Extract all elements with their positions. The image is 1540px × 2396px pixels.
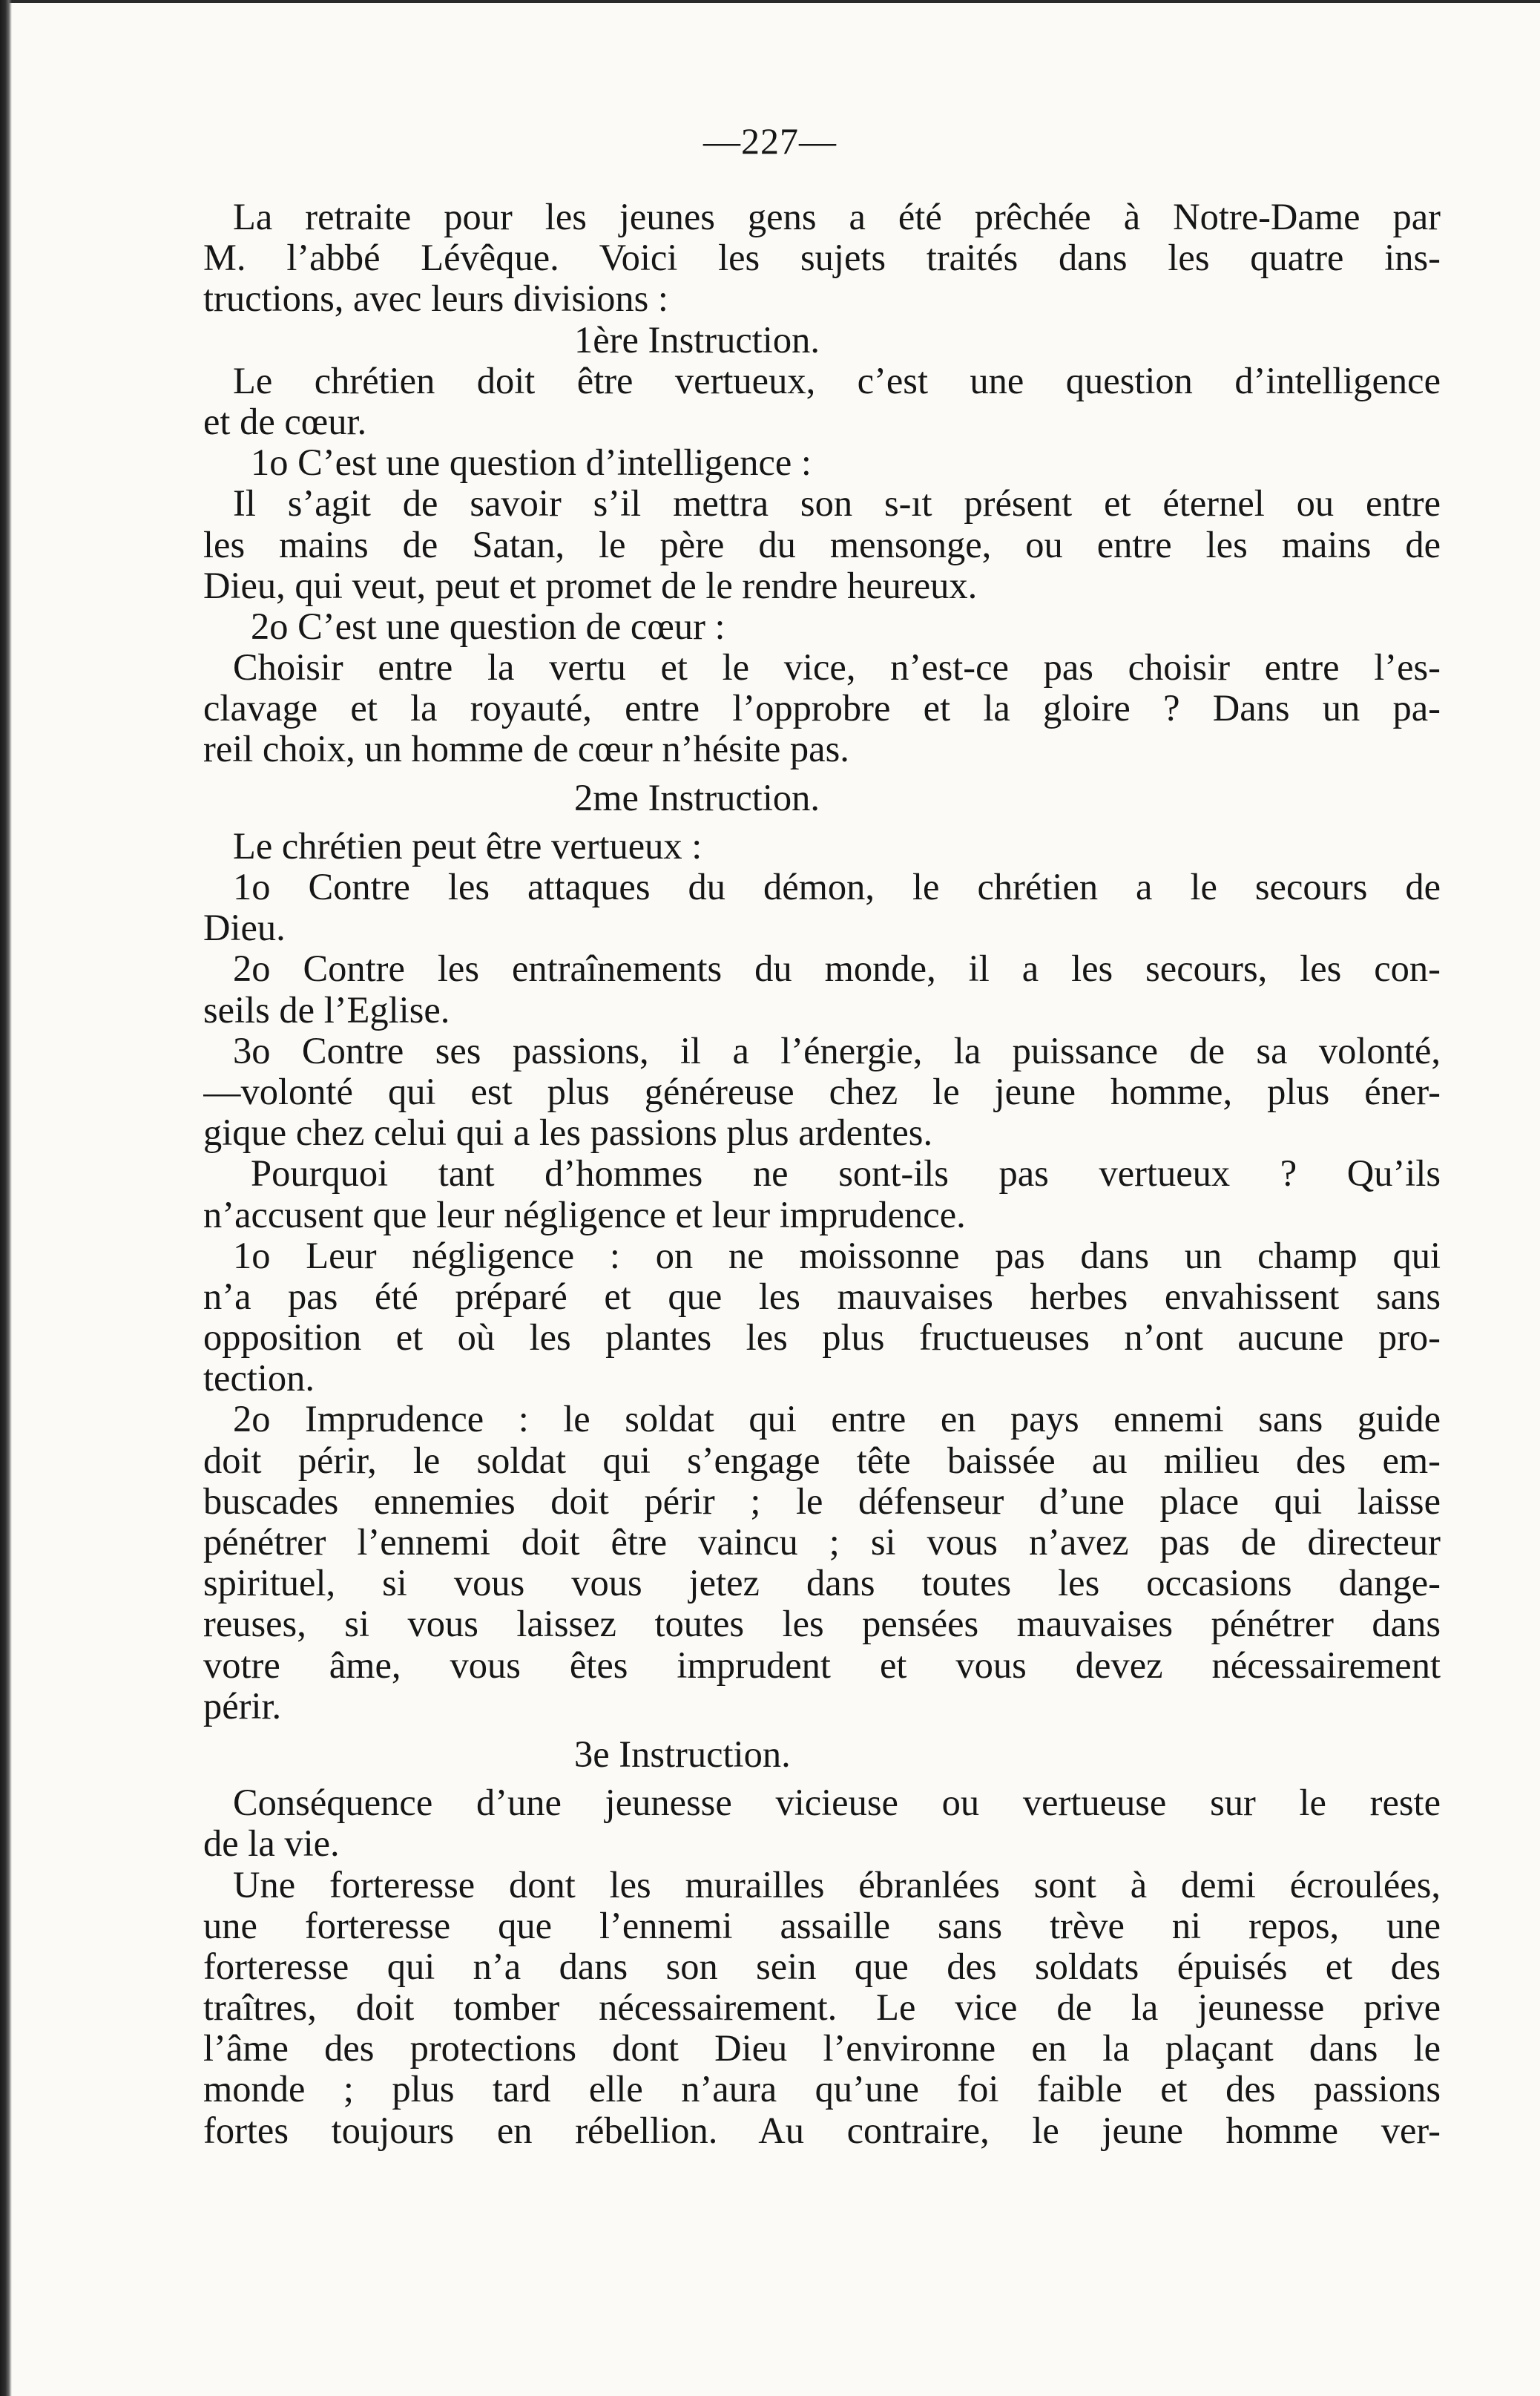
section-heading: 3e Instruction. — [574, 1733, 791, 1775]
text-line: Le chrétien doit être vertueux, c’est une question d’intelligence — [233, 360, 1441, 401]
text-line: votre âme, vous êtes imprudent et vous devez nécessairement — [203, 1644, 1441, 1686]
text-line: les mains de Satan, le père du mensonge, ou entre les mains de — [203, 524, 1441, 565]
text-line: 1o Leur négligence : on ne moissonne pas dans un champ qui — [233, 1235, 1441, 1276]
text-line: seils de l’Eglise. — [203, 989, 450, 1031]
text-line: Une forteresse dont les murailles ébranlées sont à demi écroulées, — [233, 1864, 1441, 1906]
text-line: Il s’agit de savoir s’il mettra son s‐ıt présent et éternel ou entre — [233, 483, 1441, 525]
text-line: périr. — [203, 1685, 282, 1727]
text-line: Dieu. — [203, 907, 286, 949]
text-line: reuses, si vous laissez toutes les pensées mauvaises pénétrer dans — [203, 1604, 1441, 1645]
section-heading: 1ère Instruction. — [574, 319, 820, 361]
text-line: 1o C’est une question d’intelligence : — [251, 442, 812, 484]
text-line: pénétrer l’ennemi doit être vaincu ; si vous n’avez pas de directeur — [203, 1522, 1441, 1563]
text-line: 1o Contre les attaques du démon, le chrétien a le secours de — [233, 867, 1441, 907]
text-line: monde ; plus tard elle n’aura qu’une foi faible et des passions — [203, 2069, 1441, 2110]
page-number: —227— — [703, 120, 837, 162]
text-line: —volonté qui est plus généreuse chez le jeune homme, plus éner- — [203, 1071, 1441, 1112]
text-line: spirituel, si vous vous jetez dans toutes les occasions dange- — [203, 1563, 1441, 1604]
text-line: traîtres, doit tomber nécessairement. Le vice de la jeunesse prive — [203, 1987, 1441, 2029]
top-border-rule — [0, 0, 1540, 3]
text-line: et de cœur. — [203, 401, 367, 442]
text-line: opposition et où les plantes les plus fructueuses n’ont aucune pro- — [203, 1317, 1441, 1359]
text-line: clavage et la royauté, entre l’opprobre et la gloire ? Dans un pa- — [203, 688, 1441, 729]
text-line: 2o Contre les entraînements du monde, il a les secours, les con- — [233, 948, 1441, 990]
text-line: 2o Imprudence : le soldat qui entre en pays ennemi sans guide — [233, 1399, 1441, 1440]
text-line: Conséquence d’une jeunesse vicieuse ou vertueuse sur le reste — [233, 1782, 1441, 1824]
text-line: fortes toujours en rébellion. Au contraire, le jeune homme ver- — [203, 2110, 1441, 2151]
text-line: reil choix, un homme de cœur n’hésite pas. — [203, 729, 849, 770]
text-line: buscades ennemies doit périr ; le défenseur d’une place qui laisse — [203, 1480, 1441, 1522]
text-line: gique chez celui qui a les passions plus ardentes. — [203, 1112, 933, 1154]
text-line: n’a pas été préparé et que les mauvaises herbes envahissent sans — [203, 1276, 1441, 1317]
text-line: Le chrétien peut être vertueux : — [233, 825, 702, 867]
text-line: Choisir entre la vertu et le vice, n’est-ce pas choisir entre l’es- — [233, 647, 1441, 689]
text-line: doit périr, le soldat qui s’engage tête baissée au milieu des em- — [203, 1440, 1441, 1481]
text-line: Dieu, qui veut, peut et promet de le rendre heureux. — [203, 565, 978, 606]
text-line: M. l’abbé Lévêque. Voici les sujets traités dans les quatre ins- — [203, 237, 1441, 279]
text-line: forteresse qui n’a dans son sein que des soldats épuisés et des — [203, 1946, 1441, 1987]
text-line: Pourquoi tant d’hommes ne sont-ils pas vertueux ? Qu’ils — [251, 1153, 1441, 1195]
scan-binding-edge — [0, 0, 12, 2396]
section-heading: 2me Instruction. — [574, 777, 820, 818]
text-line: l’âme des protections dont Dieu l’environne en la plaçant dans le — [203, 2028, 1441, 2070]
text-line: de la vie. — [203, 1823, 340, 1865]
text-line: La retraite pour les jeunes gens a été prêchée à Notre-Dame par — [233, 197, 1441, 237]
text-line: une forteresse que l’ennemi assaille sans trève ni repos, une — [203, 1905, 1441, 1946]
text-line: tection. — [203, 1358, 315, 1399]
text-line: n’accusent que leur négligence et leur imprudence. — [203, 1194, 966, 1235]
text-line: 3o Contre ses passions, il a l’énergie, la puissance de sa volonté, — [233, 1030, 1441, 1071]
text-line: tructions, avec leurs divisions : — [203, 278, 668, 320]
page-body — [203, 197, 1441, 2151]
text-line: 2o C’est une question de cœur : — [251, 605, 725, 647]
